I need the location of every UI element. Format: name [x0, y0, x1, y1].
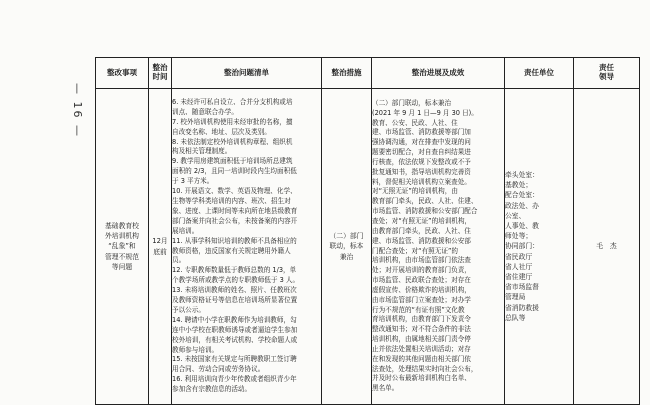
- text-line: 行核查，依法依规下发整改或不予: [372, 157, 471, 166]
- text-line: 查处；对“有照无证”的培训机构，: [372, 216, 472, 225]
- text-line: 外培训机构: [105, 232, 139, 241]
- text-line: 联动，标本: [329, 242, 364, 251]
- cell-measures: [322, 89, 372, 405]
- text-line: 市场监管、消防救援和公安部门配合: [372, 207, 478, 216]
- rectification-table: [95, 57, 640, 405]
- text-line: 法查处，处理结果实时向社会公布，: [372, 364, 478, 373]
- text-line: 责任单位: [524, 67, 554, 77]
- text-line: 员。: [172, 256, 186, 265]
- header-time: [149, 58, 172, 89]
- text-line: 予以公示。: [172, 305, 205, 314]
- text-line: 由市场监管部门立案查处；对办学: [372, 295, 471, 304]
- text-line: 部门备案并向社会公布，未按备案的内容开: [172, 216, 298, 225]
- text-line: 虚假宣传、价格欺诈的培训机构，: [372, 285, 471, 294]
- text-line: 连中小学校在职教师诱导或者逼迫学生参加: [172, 325, 298, 334]
- text-line: 象、进度、上课时间等未向所在地县级教育: [172, 206, 298, 215]
- text-line: 政法处、办: [505, 201, 539, 210]
- text-line: 配合处室：: [505, 191, 539, 200]
- text-line: 总队等: [505, 313, 526, 322]
- header-leader: [574, 58, 640, 89]
- text-line: 16. 利用培训向青少年传教或者组织青少年: [172, 375, 297, 384]
- text-line: 整治问题清单: [224, 67, 269, 77]
- header-item: [96, 58, 149, 89]
- text-line: 省消防救援: [505, 303, 539, 312]
- text-line: 10. 开展语文、数学、英语及物理、化学、: [172, 187, 297, 196]
- page-number-text: — 16 —: [70, 82, 84, 138]
- text-line: 等问题: [111, 262, 133, 271]
- text-line: 门配合查处；对“有照无证”的: [372, 246, 458, 255]
- text-line: 11. 从事学科知识培训的教师不具备相应的: [172, 236, 297, 245]
- page-number: [62, 68, 92, 152]
- text-line: 止并依法处置相关培训活动；对存: [372, 344, 471, 353]
- text-line: 基础教育校: [105, 221, 139, 230]
- text-line: 构及相关管理制度。: [172, 147, 232, 156]
- text-line: 黑名单。: [372, 384, 399, 393]
- header-issues: [172, 58, 322, 89]
- text-line: 强协调沟通，对在排查中发现的问: [372, 138, 471, 147]
- text-line: 行为不规范的“有证有照”文化教: [372, 305, 465, 314]
- header-measures: [322, 58, 372, 89]
- text-line: 于 3 平方米。: [172, 177, 214, 186]
- text-line: 培训机构，由属地相关部门责令停: [372, 335, 471, 344]
- text-line: 参加含有宗教信息的活动。: [172, 385, 252, 394]
- text-line: 教师资格，违反国家有关规定聘用外籍人: [172, 246, 291, 255]
- cell-item: [96, 89, 149, 405]
- text-line: 培训机构，由市场监管部门依法查: [372, 256, 471, 265]
- text-line: (2021 年 9 月 1 日—9 月 30 日)。: [372, 108, 478, 117]
- text-line: 6. 未经许可私自设立、合并分支机构或培: [172, 97, 293, 106]
- text-line: 面积的 2/3，且同一培训时段内生均面积低: [172, 167, 297, 176]
- text-line: 在和发现的其他问题由相关部门依: [372, 354, 471, 363]
- text-line: 育培训机构，由教育部门下发责令: [372, 315, 471, 324]
- cell-issues: [172, 89, 322, 405]
- text-line: 料，督促相关培训机构立案查处。: [372, 177, 471, 186]
- text-line: 个教学场所或教学点的专职教师低于 3 人。: [172, 276, 300, 285]
- text-line: 底前: [153, 247, 167, 256]
- text-line: 展培训。: [172, 226, 199, 235]
- text-line: 公室、: [505, 211, 526, 220]
- text-line: 建、市场监管、消防救援等部门加: [372, 128, 471, 137]
- table-row: [96, 89, 640, 405]
- text-line: 协同部门：: [505, 242, 539, 251]
- text-line: 13. 未将培训教师的姓名、照片、任教班次: [172, 286, 297, 295]
- header-row: [96, 58, 640, 89]
- text-line: 整治进展及成效: [411, 67, 465, 77]
- text-line: 由教育部门牵头，民政、人社、住: [372, 226, 471, 235]
- text-line: 基教处；: [505, 181, 533, 190]
- text-line: 人事处、教: [505, 221, 539, 230]
- text-line: 12. 专职教师数量低于教师总数的 1/3，单: [172, 266, 297, 275]
- text-line: 训点、随意联合办学。: [172, 107, 238, 116]
- text-line: 7. 校外培训机构使用未经审批的名称，擅: [172, 117, 293, 126]
- cell-progress: [372, 89, 505, 405]
- text-line: 省民政厅: [505, 252, 533, 261]
- cell-time: [149, 89, 172, 405]
- text-line: 整改通知书；对不符合条件的非法: [372, 325, 471, 334]
- text-line: 教师参与培训。: [172, 345, 219, 354]
- text-line: 批复通知书，指导培训机构完善资: [372, 167, 471, 176]
- text-line: 教育、公安、民政、人社、住: [372, 118, 458, 127]
- text-line: 8. 未依法制定校外培训机构章程、组织机: [172, 137, 293, 146]
- text-line: 建、市场监管、消防救援和公安部: [372, 236, 471, 245]
- cell-leader: 毛 杰: [574, 89, 640, 405]
- text-line: 15. 未按国家有关规定与所聘教职工签订聘: [172, 355, 297, 364]
- text-line: 管理局: [505, 293, 526, 302]
- text-line: 12月: [152, 237, 168, 246]
- text-line: 自改变名称、地址、层次及类别。: [172, 127, 271, 136]
- text-line: 处；对开展培训的教育部门负责，: [372, 266, 471, 275]
- text-line: 整治措施: [331, 67, 362, 77]
- text-line: 并及时公布最新培训机构白名单、: [372, 374, 471, 383]
- text-line: 师处等；: [505, 232, 533, 241]
- text-line: 整治: [152, 63, 168, 73]
- text-line: 生物等学科类培训的内容、班次、招生对: [172, 196, 291, 205]
- text-line: 9. 教学用房建筑面积低于培训场所总建筑: [172, 157, 293, 166]
- text-line: 时间: [152, 72, 168, 81]
- text-line: 管理不规范: [105, 252, 139, 261]
- text-line: “乱象”和: [108, 242, 136, 251]
- text-line: 校外培训，有相关考试机构、学校命题人或: [172, 335, 298, 344]
- text-line: 市场监管、民政联合查处；对存在: [372, 276, 471, 285]
- text-line: 对“无照无证”的培训机构，由: [372, 187, 458, 196]
- text-line: 14. 聘请中小学在职教师作为培训教师，勾: [172, 315, 297, 324]
- text-line: 教育部门牵头，民政、人社、住建、: [372, 197, 478, 206]
- text-line: 题要密切配合，对自查自纠结果进: [372, 148, 471, 157]
- text-line: 领导: [599, 72, 614, 81]
- text-line: 及教师资格证号等信息在培训场所显著位置: [172, 296, 298, 305]
- text-line: （二）部门联动，标本兼治: [372, 98, 452, 107]
- text-line: （二）部门: [329, 232, 364, 241]
- text-line: 整改事项: [107, 67, 137, 77]
- text-line: 省市场监督: [505, 283, 539, 292]
- text-line: 省人社厅: [505, 262, 533, 271]
- header-progress: [372, 58, 505, 89]
- cell-unit: [505, 89, 574, 405]
- text-line: 兼治: [339, 252, 354, 261]
- text-line: 牵头处室：: [505, 170, 539, 179]
- text-line: 用合同、劳动合同或劳务协议。: [172, 365, 265, 374]
- text-line: 责任: [599, 63, 614, 73]
- text-line: 省住建厅: [505, 273, 533, 281]
- header-unit: [505, 58, 574, 89]
